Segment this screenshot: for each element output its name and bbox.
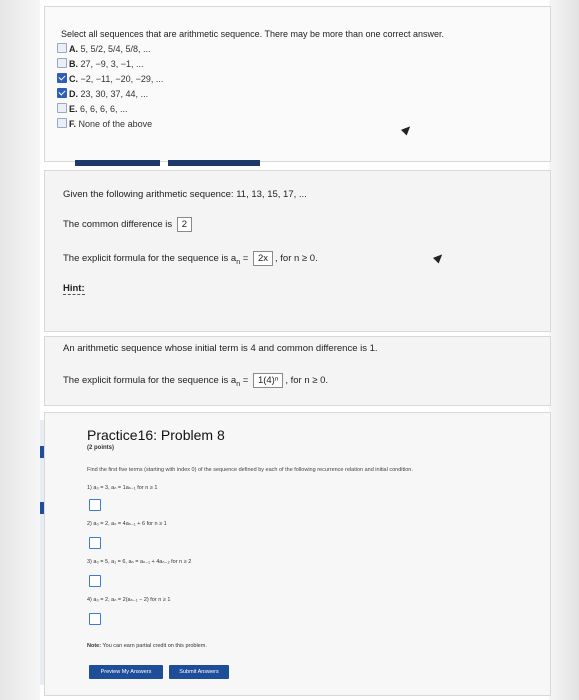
checkbox-a[interactable] bbox=[57, 43, 67, 53]
problem-item-2: 2) a₀ = 2, aₙ = 4aₙ₋₁ + 6 for n ≥ 1 bbox=[87, 521, 167, 527]
option-e[interactable]: E. 6, 6, 6, 6, ... bbox=[57, 103, 128, 114]
answer-input-1[interactable] bbox=[89, 499, 101, 511]
question-card-arithmetic-select bbox=[44, 6, 551, 162]
explicit-formula-input[interactable]: 1(4)ⁿ bbox=[253, 373, 283, 388]
answer-input-3[interactable] bbox=[89, 575, 101, 587]
common-difference-row: The common difference is 2 bbox=[63, 217, 194, 232]
problem-item-4: 4) a₀ = 2, aₙ = 2(aₙ₋₁ − 2) for n ≥ 1 bbox=[87, 597, 171, 603]
preview-answers-button[interactable]: Preview My Answers bbox=[89, 665, 163, 679]
tab-strip-left bbox=[75, 160, 160, 166]
option-f[interactable]: F. None of the above bbox=[57, 118, 152, 129]
option-a[interactable]: A. 5, 5/2, 5/4, 5/8, ... bbox=[57, 43, 151, 54]
problem-description: Find the first five terms (starting with index 0) of the sequence defined by each of the following recurrence relation and initial condition. bbox=[87, 467, 413, 473]
submit-answers-button[interactable]: Submit Answers bbox=[169, 665, 229, 679]
answer-input-4[interactable] bbox=[89, 613, 101, 625]
checkbox-d-checked[interactable] bbox=[57, 88, 67, 98]
problem-item-3: 3) a₀ = 5, a₁ = 6, aₙ = aₙ₋₁ + 4aₙ₋₂ for n ≥ 2 bbox=[87, 559, 192, 565]
tab-strip-right bbox=[168, 160, 260, 166]
common-difference-input[interactable]: 2 bbox=[177, 217, 192, 232]
question-title: Select all sequences that are arithmetic sequence. There may be more than one correct answer. bbox=[61, 29, 445, 39]
explicit-formula-row: The explicit formula for the sequence is $a_n = 1(4)^n$ , for n ≥ 0. bbox=[63, 375, 329, 388]
problem-points: (2 points) bbox=[87, 445, 114, 451]
option-d[interactable]: D. 23, 30, 37, 44, ... bbox=[57, 88, 148, 99]
question-card-common-difference bbox=[44, 170, 551, 332]
checkbox-c-checked[interactable] bbox=[57, 73, 67, 83]
question-prompt: An arithmetic sequence whose initial term is 4 and common difference is 1. bbox=[63, 343, 378, 354]
hint-link[interactable]: Hint: bbox=[63, 283, 85, 294]
answer-input-2[interactable] bbox=[89, 537, 101, 549]
option-c[interactable]: C. −2, −11, −20, −29, ... bbox=[57, 73, 163, 84]
photo-background-right bbox=[549, 0, 579, 700]
photo-background-left bbox=[0, 0, 40, 700]
checkbox-b[interactable] bbox=[57, 58, 67, 68]
checkbox-f[interactable] bbox=[57, 118, 67, 128]
explicit-formula-input[interactable]: 2x bbox=[253, 251, 273, 266]
problem-item-1: 1) a₀ = 3, aₙ = 1aₙ₋₁ for n ≥ 1 bbox=[87, 485, 158, 491]
question-prompt: Given the following arithmetic sequence: 11, 13, 15, 17, ... bbox=[63, 189, 307, 200]
option-b[interactable]: B. 27, −9, 3, −1, ... bbox=[57, 58, 144, 69]
mouse-cursor-icon bbox=[433, 251, 445, 263]
practice-problem-card bbox=[44, 412, 551, 696]
checkbox-e[interactable] bbox=[57, 103, 67, 113]
partial-credit-note: Note: You can earn partial credit on this problem. bbox=[87, 643, 207, 649]
question-card-initial-term bbox=[44, 336, 551, 406]
explicit-formula-row: The explicit formula for the sequence is $a_n = 2x$ , for n ≥ 0. bbox=[63, 253, 318, 266]
problem-title: Practice16: Problem 8 bbox=[87, 427, 225, 443]
